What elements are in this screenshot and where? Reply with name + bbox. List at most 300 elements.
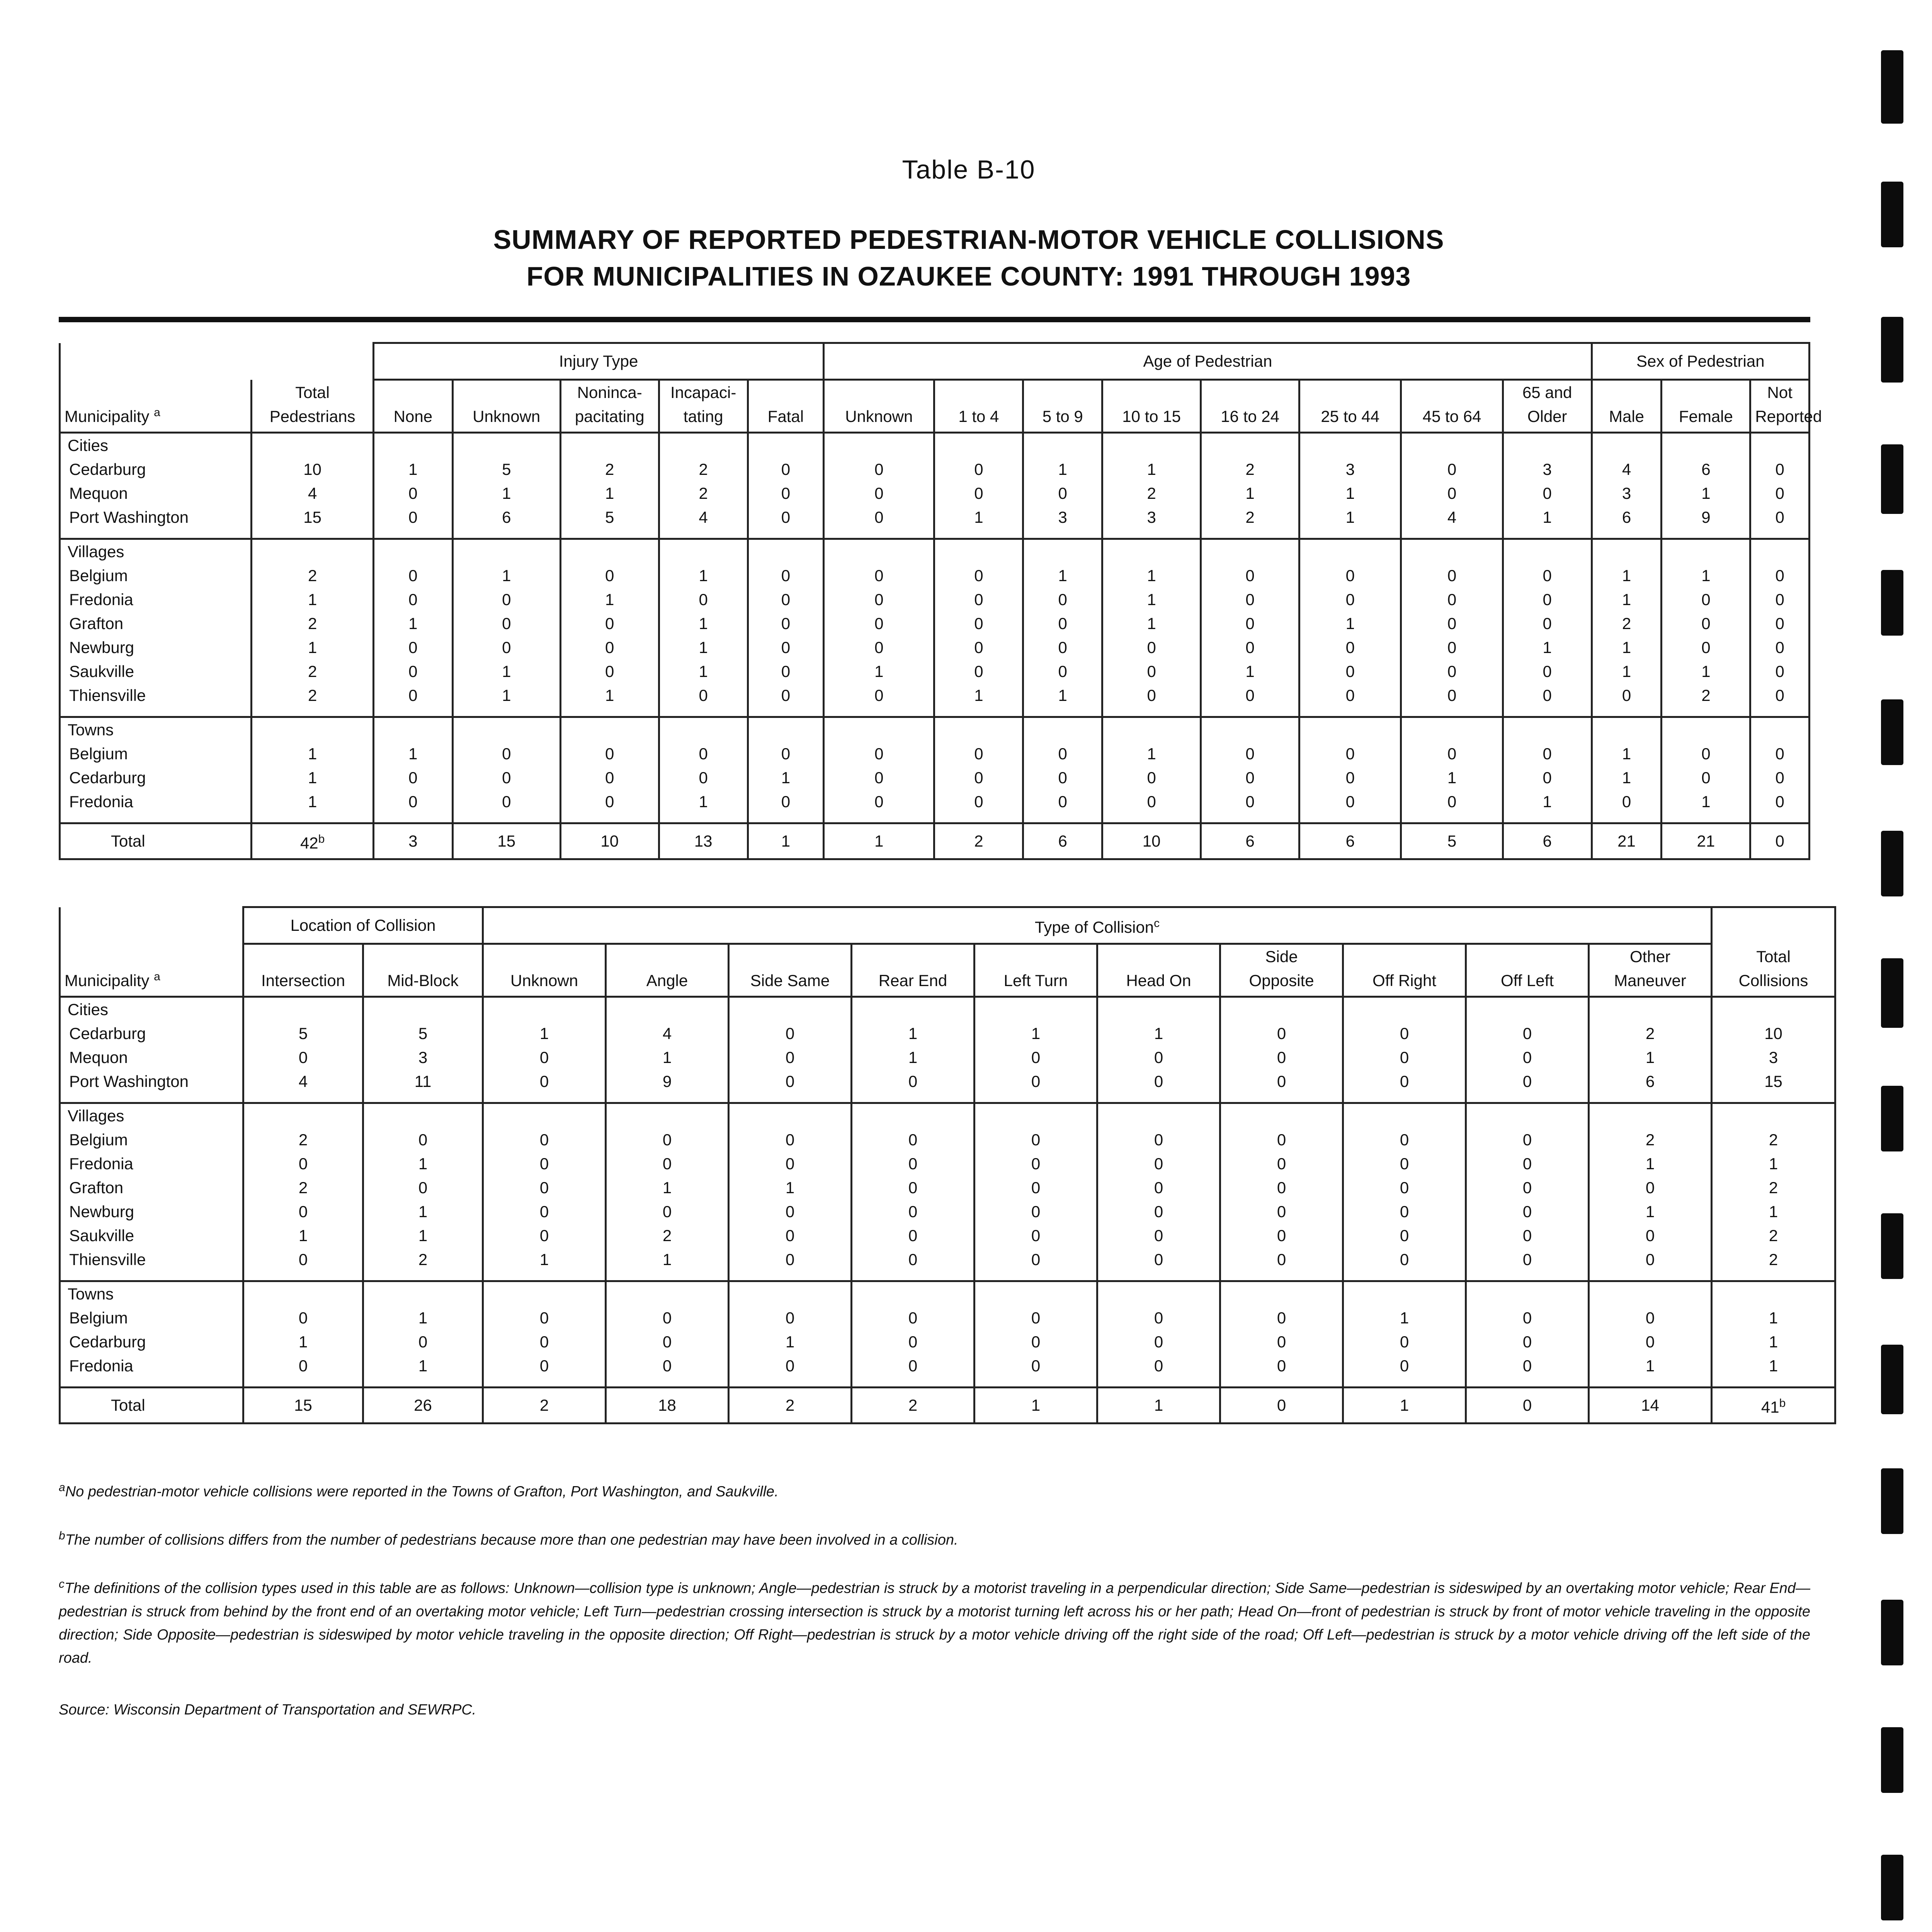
value-cell: 0 — [1750, 481, 1810, 505]
value-cell: 4 — [243, 1070, 363, 1094]
value-cell: 0 — [1589, 1248, 1712, 1272]
value-cell: 3 — [1592, 481, 1662, 505]
empty-cell — [1712, 1103, 1835, 1128]
header-spacer-right — [1712, 907, 1835, 944]
value-cell: 1 — [1503, 505, 1592, 529]
spacer-cell — [1220, 1272, 1343, 1281]
value-cell: 1 — [659, 564, 748, 588]
empty-cell — [852, 1103, 975, 1128]
value-cell: 0 — [852, 1354, 975, 1378]
value-cell: 2 — [659, 481, 748, 505]
col-total-pedestrians: Total Pedestrians — [252, 380, 374, 433]
value-cell: 0 — [934, 636, 1023, 660]
col-age-5-to-9: 5 to 9 — [1023, 380, 1102, 433]
value-cell: 0 — [1201, 564, 1299, 588]
binding-mark — [1881, 1086, 1903, 1151]
spacer-cell — [252, 707, 374, 717]
value-cell: 0 — [243, 1306, 363, 1330]
value-cell: 0 — [1343, 1200, 1466, 1224]
category-row — [60, 1103, 1835, 1128]
value-cell: 0 — [1102, 766, 1201, 790]
value-cell: 0 — [1503, 684, 1592, 707]
value-cell: 0 — [1401, 612, 1503, 636]
value-cell: 0 — [975, 1070, 1097, 1094]
value-cell: 0 — [1220, 1248, 1343, 1272]
empty-cell — [852, 1281, 975, 1306]
spacer-cell — [243, 1378, 363, 1388]
value-cell: 1 — [1503, 790, 1592, 814]
value-cell: 0 — [363, 1330, 483, 1354]
value-cell: 0 — [1466, 1330, 1589, 1354]
value-cell: 0 — [1299, 766, 1401, 790]
value-cell: 0 — [729, 1070, 852, 1094]
value-cell: 0 — [373, 660, 452, 684]
municipality-name: Cedarburg — [60, 766, 252, 790]
value-cell: 2 — [1712, 1224, 1835, 1248]
value-cell: 2 — [1201, 505, 1299, 529]
value-cell: 0 — [1750, 742, 1810, 766]
spacer-cell — [363, 1094, 483, 1103]
total-cell: 6 — [1503, 823, 1592, 859]
value-cell: 0 — [748, 742, 824, 766]
value-cell: 0 — [659, 588, 748, 612]
value-cell: 1 — [373, 457, 452, 481]
col-rear-end: Rear End — [852, 944, 975, 997]
empty-cell — [934, 717, 1023, 742]
value-cell: 0 — [1097, 1152, 1220, 1176]
value-cell: 1 — [363, 1224, 483, 1248]
spacer-cell — [1023, 529, 1102, 539]
empty-cell — [729, 1281, 852, 1306]
empty-cell — [1401, 433, 1503, 458]
col-male: Male — [1592, 380, 1662, 433]
value-cell: 0 — [1299, 684, 1401, 707]
value-cell: 2 — [1201, 457, 1299, 481]
value-cell: 0 — [975, 1152, 1097, 1176]
empty-cell — [452, 717, 560, 742]
empty-cell — [1503, 433, 1592, 458]
value-cell: 0 — [824, 588, 934, 612]
value-cell: 1 — [1102, 612, 1201, 636]
value-cell: 0 — [483, 1330, 606, 1354]
value-cell: 1 — [1023, 457, 1102, 481]
value-cell: 0 — [243, 1152, 363, 1176]
value-cell: 9 — [606, 1070, 729, 1094]
value-cell: 1 — [252, 742, 374, 766]
value-cell: 0 — [934, 790, 1023, 814]
value-cell: 0 — [363, 1176, 483, 1200]
col-age-10-to-15: 10 to 15 — [1102, 380, 1201, 433]
value-cell: 0 — [1097, 1046, 1220, 1070]
value-cell: 2 — [1712, 1176, 1835, 1200]
binding-mark — [1881, 1727, 1903, 1793]
value-cell: 0 — [1220, 1022, 1343, 1046]
value-cell: 1 — [659, 636, 748, 660]
value-cell: 1 — [452, 660, 560, 684]
value-cell: 1 — [729, 1330, 852, 1354]
empty-cell — [1750, 433, 1810, 458]
value-cell: 0 — [1589, 1306, 1712, 1330]
value-cell: 1 — [852, 1046, 975, 1070]
value-cell: 0 — [934, 766, 1023, 790]
spacer-cell — [934, 529, 1023, 539]
value-cell: 0 — [934, 457, 1023, 481]
value-cell: 0 — [1466, 1128, 1589, 1152]
value-cell: 0 — [748, 588, 824, 612]
value-cell: 0 — [824, 505, 934, 529]
value-cell: 1 — [1592, 636, 1662, 660]
spacer-cell — [1299, 707, 1401, 717]
table-row — [60, 1224, 1835, 1248]
empty-cell — [1097, 1103, 1220, 1128]
value-cell: 0 — [483, 1224, 606, 1248]
binding-mark — [1881, 50, 1903, 124]
col-other-maneuver: Other Maneuver — [1589, 944, 1712, 997]
spacer-cell — [243, 1272, 363, 1281]
total-cell: 10 — [560, 823, 659, 859]
value-cell: 1 — [1589, 1046, 1712, 1070]
value-cell: 0 — [1503, 481, 1592, 505]
municipality-name: Newburg — [60, 636, 252, 660]
value-cell: 1 — [363, 1200, 483, 1224]
value-cell: 0 — [852, 1200, 975, 1224]
empty-cell — [252, 539, 374, 564]
spacer-cell — [363, 1272, 483, 1281]
empty-cell — [1097, 997, 1220, 1022]
value-cell: 2 — [560, 457, 659, 481]
value-cell: 1 — [606, 1176, 729, 1200]
value-cell: 0 — [560, 612, 659, 636]
value-cell: 0 — [934, 612, 1023, 636]
value-cell: 1 — [1343, 1306, 1466, 1330]
empty-cell — [1102, 717, 1201, 742]
spacer-cell — [1592, 707, 1662, 717]
value-cell: 0 — [852, 1248, 975, 1272]
value-cell: 4 — [1592, 457, 1662, 481]
value-cell: 0 — [1401, 588, 1503, 612]
value-cell: 2 — [1589, 1128, 1712, 1152]
value-cell: 0 — [1466, 1306, 1589, 1330]
value-cell: 0 — [1299, 564, 1401, 588]
value-cell: 1 — [363, 1354, 483, 1378]
value-cell: 0 — [1466, 1248, 1589, 1272]
empty-cell — [483, 1103, 606, 1128]
value-cell: 0 — [606, 1330, 729, 1354]
empty-cell — [1589, 997, 1712, 1022]
table-row — [60, 1022, 1835, 1046]
value-cell: 0 — [1466, 1152, 1589, 1176]
value-cell: 0 — [1023, 612, 1102, 636]
spacer-cell — [1589, 1094, 1712, 1103]
value-cell: 0 — [1503, 766, 1592, 790]
empty-cell — [1299, 717, 1401, 742]
table-row — [60, 636, 1810, 660]
value-cell: 0 — [243, 1200, 363, 1224]
category-label: Cities — [60, 433, 252, 458]
value-cell: 0 — [1023, 790, 1102, 814]
col-injury-unknown: Unknown — [452, 380, 560, 433]
value-cell: 0 — [560, 660, 659, 684]
spacer-cell — [373, 529, 452, 539]
value-cell: 0 — [824, 684, 934, 707]
value-cell: 0 — [452, 766, 560, 790]
value-cell: 0 — [1592, 790, 1662, 814]
value-cell: 2 — [243, 1176, 363, 1200]
value-cell: 11 — [363, 1070, 483, 1094]
spacer-cell — [1712, 1094, 1835, 1103]
value-cell: 1 — [252, 636, 374, 660]
spacer-cell — [1220, 1378, 1343, 1388]
value-cell: 0 — [1220, 1152, 1343, 1176]
value-cell: 1 — [729, 1176, 852, 1200]
value-cell: 1 — [483, 1248, 606, 1272]
category-label: Villages — [60, 539, 252, 564]
value-cell: 2 — [243, 1128, 363, 1152]
value-cell: 0 — [729, 1128, 852, 1152]
value-cell: 0 — [1097, 1128, 1220, 1152]
value-cell: 1 — [1589, 1200, 1712, 1224]
table-row — [60, 660, 1810, 684]
empty-cell — [243, 1281, 363, 1306]
value-cell: 0 — [1750, 790, 1810, 814]
spacer-cell — [1401, 814, 1503, 823]
value-cell: 1 — [1097, 1022, 1220, 1046]
total-cell: 41$^b$ — [1712, 1388, 1835, 1423]
spacer-cell — [975, 1378, 1097, 1388]
value-cell: 1 — [1201, 481, 1299, 505]
value-cell: 0 — [1023, 742, 1102, 766]
empty-cell — [1503, 539, 1592, 564]
value-cell: 0 — [659, 742, 748, 766]
empty-cell — [243, 1103, 363, 1128]
binding-mark — [1881, 444, 1903, 514]
value-cell: 0 — [1503, 588, 1592, 612]
value-cell: 1 — [852, 1022, 975, 1046]
empty-cell — [1023, 433, 1102, 458]
value-cell: 0 — [1343, 1176, 1466, 1200]
value-cell: 0 — [1750, 457, 1810, 481]
spacer-cell — [373, 814, 452, 823]
table-row — [60, 457, 1810, 481]
municipality-name: Belgium — [60, 742, 252, 766]
footnote-b: $^b$The number of collisions differs from the number of pedestrians because more than one pedestrian may have been involved in a collision. — [59, 1529, 958, 1548]
value-cell: 0 — [1503, 742, 1592, 766]
total-cell: 2 — [729, 1388, 852, 1423]
value-cell: 2 — [1662, 684, 1750, 707]
value-cell: 0 — [1299, 790, 1401, 814]
value-cell: 0 — [748, 660, 824, 684]
category-label: Towns — [60, 1281, 243, 1306]
value-cell: 0 — [1201, 790, 1299, 814]
value-cell: 0 — [975, 1248, 1097, 1272]
empty-cell — [452, 433, 560, 458]
value-cell: 0 — [483, 1354, 606, 1378]
spacer-cell — [1466, 1378, 1589, 1388]
empty-cell — [1401, 717, 1503, 742]
value-cell: 0 — [729, 1354, 852, 1378]
value-cell: 1 — [363, 1306, 483, 1330]
value-cell: 1 — [252, 790, 374, 814]
value-cell: 6 — [1662, 457, 1750, 481]
value-cell: 0 — [748, 790, 824, 814]
value-cell: 15 — [1712, 1070, 1835, 1094]
binding-mark — [1881, 317, 1903, 383]
spacer-cell — [1401, 707, 1503, 717]
empty-cell — [852, 997, 975, 1022]
value-cell: 0 — [824, 742, 934, 766]
value-cell: 0 — [1589, 1224, 1712, 1248]
empty-cell — [243, 997, 363, 1022]
municipality-name: Cedarburg — [60, 1022, 243, 1046]
spacer-row — [60, 814, 1810, 823]
value-cell: 6 — [1589, 1070, 1712, 1094]
spacer-cell — [60, 529, 252, 539]
value-cell: 0 — [1662, 766, 1750, 790]
value-cell: 0 — [606, 1306, 729, 1330]
value-cell: 0 — [373, 481, 452, 505]
col-angle: Angle — [606, 944, 729, 997]
spacer-row — [60, 707, 1810, 717]
empty-cell — [1466, 997, 1589, 1022]
value-cell: 0 — [483, 1070, 606, 1094]
value-cell: 0 — [1102, 660, 1201, 684]
binding-mark — [1881, 1600, 1903, 1665]
empty-cell — [1201, 717, 1299, 742]
total-cell: 18 — [606, 1388, 729, 1423]
value-cell: 2 — [1102, 481, 1201, 505]
value-cell: 1 — [659, 612, 748, 636]
spacer-cell — [252, 529, 374, 539]
empty-cell — [606, 997, 729, 1022]
value-cell: 1 — [934, 505, 1023, 529]
value-cell: 3 — [1102, 505, 1201, 529]
empty-cell — [1750, 717, 1810, 742]
empty-cell — [748, 433, 824, 458]
table-row — [60, 766, 1810, 790]
spacer-cell — [1589, 1378, 1712, 1388]
table-row — [60, 742, 1810, 766]
group-age-of-pedestrian: Age of Pedestrian — [824, 343, 1592, 380]
empty-cell — [1201, 433, 1299, 458]
spacer-cell — [1662, 529, 1750, 539]
total-cell: 2 — [934, 823, 1023, 859]
col-type-unknown: Unknown — [483, 944, 606, 997]
total-cell: 14 — [1589, 1388, 1712, 1423]
spacer-cell — [975, 1272, 1097, 1281]
table-row — [60, 790, 1810, 814]
value-cell: 0 — [243, 1248, 363, 1272]
value-cell: 0 — [1466, 1200, 1589, 1224]
spacer-cell — [1592, 814, 1662, 823]
binding-mark — [1881, 570, 1903, 636]
total-cell: 5 — [1401, 823, 1503, 859]
value-cell: 0 — [729, 1200, 852, 1224]
value-cell: 1 — [1712, 1354, 1835, 1378]
value-cell: 0 — [1023, 481, 1102, 505]
value-cell: 0 — [452, 742, 560, 766]
value-cell: 0 — [1299, 636, 1401, 660]
table-row — [60, 1248, 1835, 1272]
spacer-cell — [1343, 1094, 1466, 1103]
value-cell: 0 — [1102, 636, 1201, 660]
value-cell: 0 — [243, 1046, 363, 1070]
value-cell: 0 — [1401, 636, 1503, 660]
value-cell: 4 — [606, 1022, 729, 1046]
value-cell: 0 — [1662, 612, 1750, 636]
value-cell: 1 — [1712, 1152, 1835, 1176]
empty-cell — [659, 433, 748, 458]
spacer-cell — [659, 529, 748, 539]
value-cell: 0 — [1343, 1152, 1466, 1176]
value-cell: 1 — [824, 660, 934, 684]
total-cell: 6 — [1299, 823, 1401, 859]
value-cell: 1 — [1023, 564, 1102, 588]
value-cell: 0 — [373, 766, 452, 790]
value-cell: 5 — [452, 457, 560, 481]
value-cell: 0 — [659, 766, 748, 790]
total-label: Total — [60, 1388, 243, 1423]
value-cell: 0 — [975, 1330, 1097, 1354]
value-cell: 0 — [1662, 588, 1750, 612]
table-row — [60, 1176, 1835, 1200]
value-cell: 1 — [373, 742, 452, 766]
empty-cell — [1592, 433, 1662, 458]
value-cell: 0 — [1466, 1176, 1589, 1200]
empty-cell — [659, 717, 748, 742]
value-cell: 0 — [1401, 660, 1503, 684]
table-row — [60, 1354, 1835, 1378]
value-cell: 0 — [1097, 1176, 1220, 1200]
value-cell: 0 — [560, 766, 659, 790]
value-cell: 1 — [1662, 660, 1750, 684]
value-cell: 4 — [1401, 505, 1503, 529]
value-cell: 0 — [1343, 1354, 1466, 1378]
municipality-name: Port Washington — [60, 505, 252, 529]
value-cell: 1 — [1299, 481, 1401, 505]
value-cell: 5 — [243, 1022, 363, 1046]
empty-cell — [729, 997, 852, 1022]
value-cell: 0 — [1220, 1070, 1343, 1094]
value-cell: 1 — [483, 1022, 606, 1046]
value-cell: 0 — [1097, 1306, 1220, 1330]
value-cell: 0 — [852, 1306, 975, 1330]
empty-cell — [1589, 1103, 1712, 1128]
value-cell: 0 — [1343, 1248, 1466, 1272]
value-cell: 2 — [1712, 1128, 1835, 1152]
table-row — [60, 588, 1810, 612]
empty-cell — [1299, 433, 1401, 458]
value-cell: 0 — [1201, 684, 1299, 707]
empty-cell — [824, 717, 934, 742]
value-cell: 1 — [252, 588, 374, 612]
value-cell: 0 — [452, 588, 560, 612]
spacer-cell — [1201, 529, 1299, 539]
col-municipality: Municipality $^a$ — [60, 944, 243, 997]
spacer-cell — [1299, 814, 1401, 823]
spacer-cell — [1097, 1378, 1220, 1388]
empty-cell — [748, 539, 824, 564]
value-cell: 1 — [252, 766, 374, 790]
total-cell: 13 — [659, 823, 748, 859]
empty-cell — [1220, 1103, 1343, 1128]
value-cell: 1 — [452, 684, 560, 707]
empty-cell — [1343, 997, 1466, 1022]
binding-mark — [1881, 182, 1903, 247]
value-cell: 0 — [373, 564, 452, 588]
category-label: Villages — [60, 1103, 243, 1128]
value-cell: 3 — [1712, 1046, 1835, 1070]
spacer-cell — [1750, 529, 1810, 539]
